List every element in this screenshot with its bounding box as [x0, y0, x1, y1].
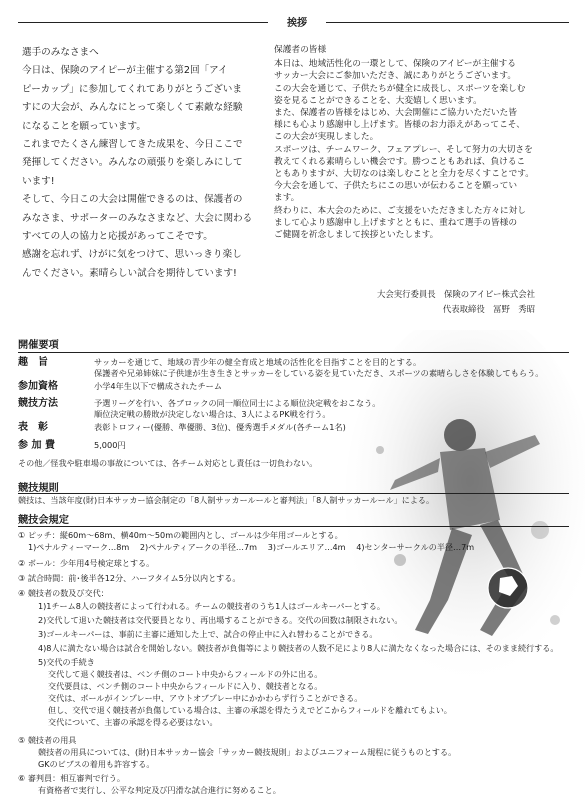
event-note: その他／怪我や駐車場の事故については、各チーム対応とし責任は一切負わない。 — [18, 458, 318, 468]
greeting-title: 挨拶 — [287, 18, 307, 29]
signature-organization: 大会実行委員長 保険のアイピー株式会社 — [376, 289, 535, 299]
event-value — [94, 357, 554, 379]
greeting-players-line: います! — [22, 175, 55, 187]
greeting-players-line: になることを願っています。 — [22, 120, 146, 132]
event-label: 表 彰 — [18, 422, 48, 433]
event-label: 参 加 費 — [18, 440, 55, 451]
greeting-guardians-line: 今大会を通して、子供たちにこの思いが伝わることを願ってい — [274, 181, 518, 192]
regulation-sub-item: 3)ゴールキーパーは、事前に主審に通知した上で、試合の停止中に入れ替わることができる。 — [38, 629, 378, 639]
regulation-sub-item: 4)8人に満たない場合は試合を開始しない。競技者が負傷等により競技者の人数不足により8人に満たなくなった場合には、そのまま続行する。 — [38, 643, 559, 653]
regulation-detail: 交代して退く競技者は、ベンチ側のコート中央からフィールドの外に出る。 — [48, 669, 323, 679]
greeting-players-line: すにの大会が、みんなにとって楽しくて素敵な経験 — [22, 102, 243, 114]
rules-text: 競技は、当該年度(財)日本サッカー協会制定の「8人制サッカールールと審判法」「8人制サッカールール」による。 — [18, 495, 435, 505]
greeting-guardians-line: スポーツは、チームワーク、フェアプレー、そして努力の大切さを — [274, 144, 533, 155]
regulation-detail: 但し、交代で退く競技者が負傷している場合は、主審の承認を得たうえでどこからフィールドを離れてもよい。 — [48, 705, 452, 715]
regulation-sub-item: 競技者の用具については、(財)日本サッカー協会「サッカー競技規則」およびユニフォーム規程に従うものとする。 — [38, 747, 457, 757]
greeting-guardians-line: ともありますが、大切なのは楽しむことと全力を尽くすことです。 — [274, 169, 534, 180]
regulation-detail: 交代要員は、ベンチ側のコート中央からフィールドに入り、競技者となる。 — [48, 681, 323, 691]
greeting-guardians-line: 終わりに、本大会のために、ご支援をいただきました方々に対し — [274, 205, 526, 216]
greeting-guardians-line: また、保護者の皆様をはじめ、大会開催にご協力いただいた皆 — [274, 108, 517, 119]
greeting-guardians-line: 様にも心より感謝申し上げます。皆様のお力添えがあってこそ、 — [274, 120, 525, 131]
event-value-line: サッカーを通じて、地域の青少年の健全育成と地域の活性化を目指すことを目的とする。 — [94, 357, 422, 367]
greeting-players-line: そして、今日この大会は開催できるのは、保護者の — [22, 194, 243, 206]
section-divider — [18, 352, 569, 353]
greeting-guardians-line: 本日は、地域活性化の一環として、保険のアイピーが主催する — [274, 59, 516, 70]
event-label: 競技方法 — [18, 398, 58, 409]
event-value: 5,000円 — [94, 440, 126, 450]
greeting-players-line: んでください。素晴らしい試合を期待しています! — [22, 267, 237, 279]
greeting-guardians-heading: 保護者の皆様 — [274, 45, 327, 55]
greeting-guardians-line: 姿を見ることができることを、大変嬉しく思います。 — [274, 95, 482, 106]
signature-block — [330, 287, 535, 317]
greeting-guardians-line: ます。 — [274, 193, 300, 204]
regulation-item: ④ 競技者の数及び交代： — [18, 588, 109, 598]
greeting-header — [18, 14, 569, 30]
regulation-item: ③ 試合時間：前･後半各12分、ハーフタイム5分以内とする。 — [18, 573, 241, 583]
section-divider — [18, 493, 569, 494]
event-value — [94, 398, 554, 420]
event-label: 参加資格 — [18, 381, 58, 392]
greeting-to-guardians — [274, 44, 558, 241]
greeting-players-line: これまでたくさん練習してきた成果を、今日ここで — [22, 139, 243, 151]
rules-section-title: 競技規則 — [18, 483, 59, 494]
regulation-detail: 交代は、ボールがインプレー中、アウトオブプレー中にかかわらず行うことができる。 — [48, 693, 363, 703]
regulation-item: ⑤ 競技者の用具 — [18, 735, 77, 745]
regulation-sub-item: 有資格者で実行し、公平な判定及び円滑な試合進行に努めること。 — [38, 785, 281, 795]
greeting-players-line: 感謝を忘れず、けがに気をつけて、思いっきり楽し — [22, 249, 242, 261]
regulation-sub-item: 1)1チーム8人の競技者によって行われる。チームの競技者のうち1人はゴールキーパーとする。 — [38, 601, 385, 611]
greeting-players-line: 発揮してください。みんなの頑張りを楽しみにして — [22, 157, 243, 169]
event-value: 小学4年生以下で構成されたチーム — [94, 381, 223, 391]
regulations-section-title: 競技会規定 — [18, 515, 69, 526]
greeting-guardians-line: この大会を通じて、子供たちが健全に成長し、スポーツを楽しむ — [274, 83, 526, 94]
signature-representative: 代表取締役 冨野 秀昭 — [442, 304, 535, 314]
greeting-guardians-line: ご健闘を祈念しまして挨拶といたします。 — [274, 230, 439, 241]
event-value-line: 保護者や兄弟姉妹に子供達が生き生きとサッカーをしている姿を見ていただき、スポーツの素晴らしさを体験してもらう。 — [94, 368, 544, 378]
regulation-item: ① ピッチ：縦60m～68m、横40m～50mの範囲内とし、ゴールは少年用ゴールとする。 — [18, 530, 343, 540]
header-rule-left — [18, 22, 268, 23]
greeting-to-players — [22, 44, 259, 283]
event-value-line: 順位決定戦の勝敗が決定しない場合は、3人によるPK戦を行う。 — [94, 409, 331, 419]
greeting-players-line: みなさま、サポーターのみなさまなど、大会に関わる — [22, 212, 253, 224]
greeting-players-line: すべての人の協力と応援があってこそです。 — [22, 231, 213, 243]
regulation-sub-item: 2)交代して退いた競技者は交代要員となり、再出場することができる。交代の回数は制限されない。 — [38, 615, 403, 625]
greeting-guardians-line: まして心より感謝申し上げますとともに、重ねて選手の皆様の — [274, 217, 518, 228]
event-section-title: 開催要項 — [18, 340, 59, 351]
greeting-guardians-line: サッカー大会にご参加いただき、誠にありがとうございます。 — [274, 71, 517, 82]
regulation-item: ⑥ 審判員：相互審判で行う。 — [18, 773, 125, 783]
greeting-players-line: 今日は、保険のアイピーが主催する第2回「アイ — [22, 65, 228, 77]
greeting-guardians-line: この大会が実現しました。 — [274, 132, 379, 143]
event-value-line: 予選リーグを行い、各ブロックの同一順位同士による順位決定戦をおこなう。 — [94, 398, 381, 408]
regulation-detail: 交代について、主審の承認を得る必要はない。 — [48, 717, 218, 727]
header-rule-right — [326, 22, 569, 23]
regulation-sub-item: GKのビブスの着用も許容する。 — [38, 759, 155, 769]
greeting-players-line: ピーカップ」に参加してくれてありがとうございま — [22, 83, 242, 95]
event-value: 表彰トロフィー(優勝、準優勝、3位)、優秀選手メダル(各チーム1名) — [94, 422, 346, 432]
regulation-sub-item: 1)ペナルティーマーク…8m 2)ペナルティアークの半径…7m 3)ゴールエリア…4m 4)センターサークルの半径…7m — [28, 542, 475, 552]
event-label: 趣 旨 — [18, 357, 48, 368]
regulation-item: ② ボール：少年用4号検定球とする。 — [18, 558, 155, 568]
regulation-sub-item: 5)交代の手続き — [38, 657, 95, 667]
greeting-players-heading: 選手のみなさまへ — [22, 47, 99, 58]
greeting-guardians-line: 教えてくれる素晴らしい機会です。勝つこともあれば、負けるこ — [274, 156, 526, 167]
section-divider — [18, 526, 569, 527]
